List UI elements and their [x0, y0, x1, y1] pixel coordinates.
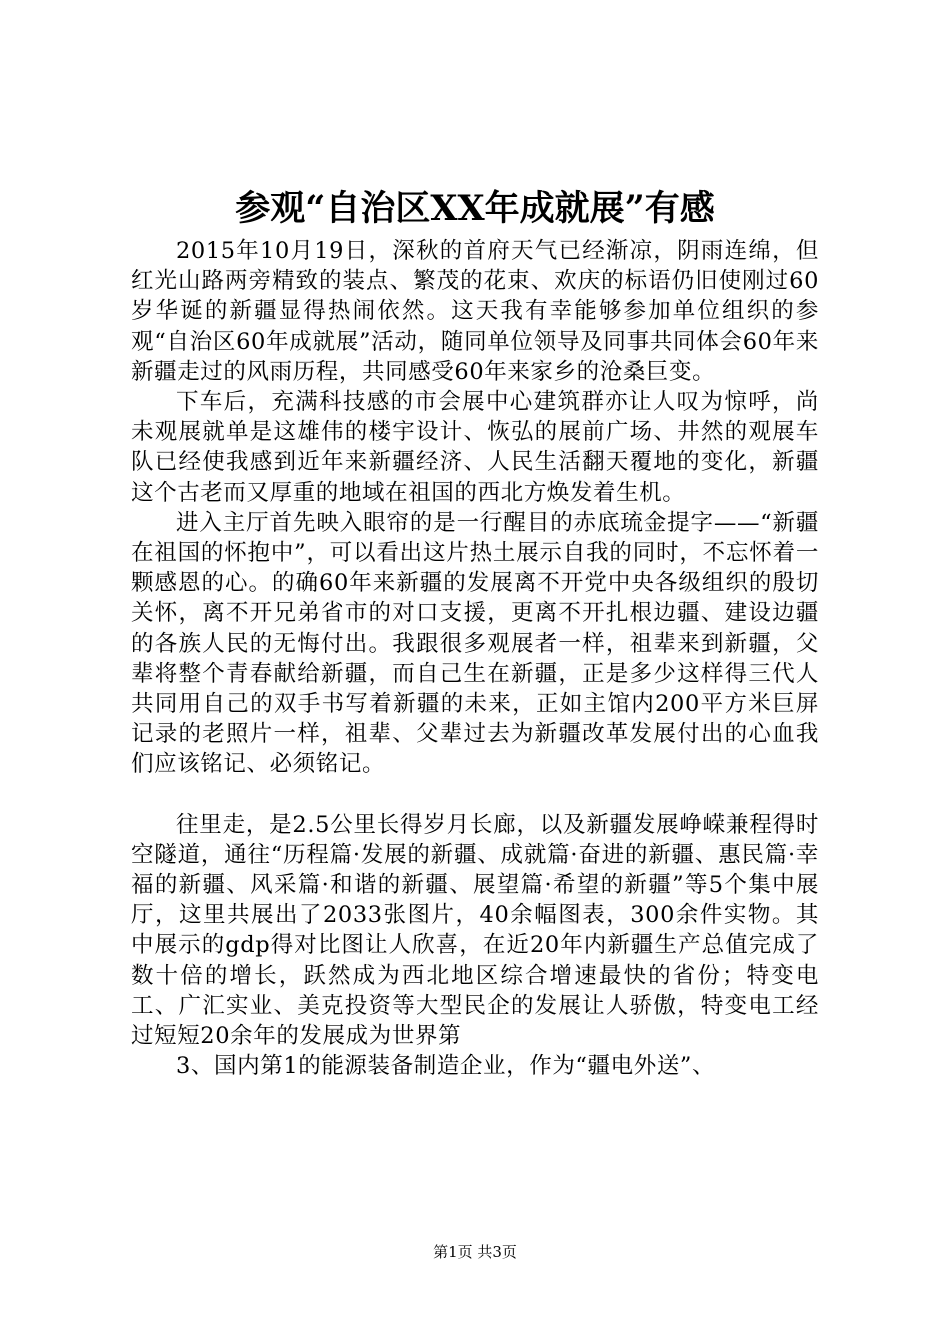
paragraph-5: 3、国内第1的能源装备制造企业，作为“疆电外送”、 [176, 1053, 716, 1080]
paragraph-gap [131, 780, 819, 810]
document-title: 参观“自治区XX年成就展”有感 [235, 188, 715, 229]
paragraph-2: 下车后，充满科技感的市会展中心建筑群亦让人叹为惊呼，尚未观展就单是这雄伟的楼宇设计、恢弘的展前广场、井然的观展车队已经使我感到近年来新疆经济、人民生活翻天覆地的变化，新疆这个古老而又厚重的地域在祖国的西北方焕发着生机。 [131, 389, 819, 506]
page-number-footer: 第1页 共3页 [433, 1243, 517, 1261]
paragraph-4: 往里走，是2.5公里长得岁月长廊，以及新疆发展峥嵘兼程得时空隧道，通往“历程篇·发展的新疆、成就篇·奋进的新疆、惠民篇·幸福的新疆、风采篇·和谐的新疆、展望篇·希望的新疆”等5个集中展厅，这里共展出了2033张图片，40余幅图表，300余件实物。其中展示的gdp得对比图让人欣喜，在近20年内新疆生产总值完成了数十倍的增长，跃然成为西北地区综合增速最快的省份；特变电工、广汇实业、美克投资等大型民企的发展让人骄傲，特变电工经过短短20余年的发展成为世界第 [131, 811, 819, 1050]
paragraph-1: 2015年10月19日，深秋的首府天气已经渐凉，阴雨连绵，但红光山路两旁精致的装点、繁茂的花束、欢庆的标语仍旧使刚过60岁华诞的新疆显得热闹依然。这天我有幸能够参加单位组织的参观“自治区60年成就展”活动，随同单位领导及同事共同体会60年来新疆走过的风雨历程，共同感受60年来家乡的沧桑巨变。 [131, 238, 819, 385]
paragraph-3: 进入主厅首先映入眼帘的是一行醒目的赤底琉金提字——“新疆在祖国的怀抱中”，可以看出这片热土展示自我的同时，不忘怀着一颗感恩的心。的确60年来新疆的发展离不开党中央各级组织的殷切关怀，离不开兄弟省市的对口支援，更离不开扎根边疆、建设边疆的各族人民的无悔付出。我跟很多观展者一样，祖辈来到新疆，父辈将整个青春献给新疆，而自己生在新疆，正是多少这样得三代人共同用自己的双手书写着新疆的未来，正如主馆内200平方米巨屏记录的老照片一样，祖辈、父辈过去为新疆改革发展付出的心血我们应该铭记、必须铭记。 [131, 509, 819, 778]
document-body [131, 236, 819, 1081]
